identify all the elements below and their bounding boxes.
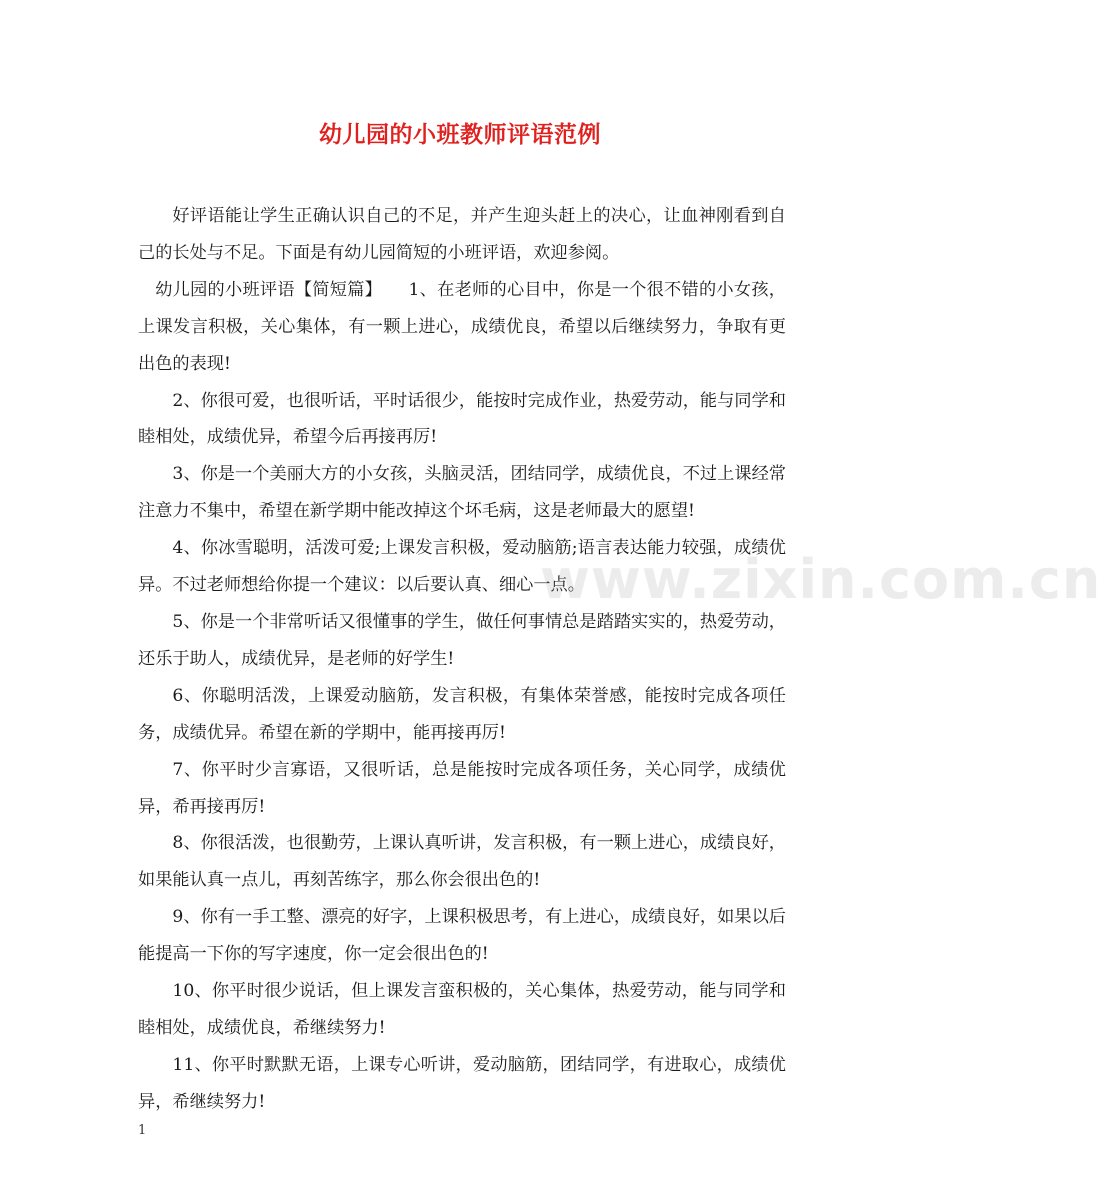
comment-paragraph: 8、你很活泼，也很勤劳，上课认真听讲，发言积极，有一颗上进心，成绩良好，如果能认真一点儿，再刻苦练字，那么你会很出色的! xyxy=(138,833,786,891)
page-number: 1 xyxy=(138,1123,147,1138)
comment-paragraph: 3、你是一个美丽大方的小女孩，头脑灵活，团结同学，成绩优良，不过上课经常注意力不集中，希望在新学期中能改掉这个坏毛病，这是老师最大的愿望! xyxy=(138,464,786,522)
document-body xyxy=(138,198,786,1121)
comment-paragraph: 7、你平时少言寡语，又很听话，总是能按时完成各项任务，关心同学，成绩优异，希再接再厉! xyxy=(138,759,786,817)
comment-paragraph: 9、你有一手工整、漂亮的好字，上课积极思考，有上进心，成绩良好，如果以后能提高一下你的写字速度，你一定会很出色的! xyxy=(138,907,786,965)
comment-paragraph: 5、你是一个非常听话又很懂事的学生，做任何事情总是踏踏实实的，热爱劳动，还乐于助人，成绩优异，是老师的好学生! xyxy=(138,611,786,669)
comment-paragraph: 6、你聪明活泼，上课爱动脑筋，发言积极，有集体荣誉感，能按时完成各项任务，成绩优异。希望在新的学期中，能再接再厉! xyxy=(138,685,786,743)
comment-paragraph: 2、你很可爱，也很听话，平时话很少，能按时完成作业，热爱劳动，能与同学和睦相处，成绩优异，希望今后再接再厉! xyxy=(138,390,786,448)
comment-paragraph: 10、你平时很少说话，但上课发言蛮积极的，关心集体，热爱劳动，能与同学和睦相处，成绩优良，希继续努力! xyxy=(138,981,786,1038)
watermark: www.zixin.com.cn xyxy=(540,548,1101,611)
comment-paragraph: 4、你冰雪聪明，活泼可爱;上课发言积极，爱动脑筋;语言表达能力较强，成绩优异。不过老师想给你提一个建议：以后要认真、细心一点。 xyxy=(138,538,786,596)
section-paragraph: 幼儿园的小班评语【简短篇】 1、在老师的心目中，你是一个很不错的小女孩，上课发言积极，关心集体，有一颗上进心，成绩优良，希望以后继续努力，争取有更出色的表现! xyxy=(138,279,786,374)
intro-paragraph: 好评语能让学生正确认识自己的不足，并产生迎头赶上的决心，让血神刚看到自己的长处与不足。下面是有幼儿园简短的小班评语，欢迎参阅。 xyxy=(138,206,786,263)
page-title: 幼儿园的小班教师评语范例 xyxy=(319,121,601,148)
comment-paragraph: 11、你平时默默无语，上课专心听讲，爱动脑筋，团结同学，有进取心，成绩优异，希继续努力! xyxy=(138,1054,786,1112)
